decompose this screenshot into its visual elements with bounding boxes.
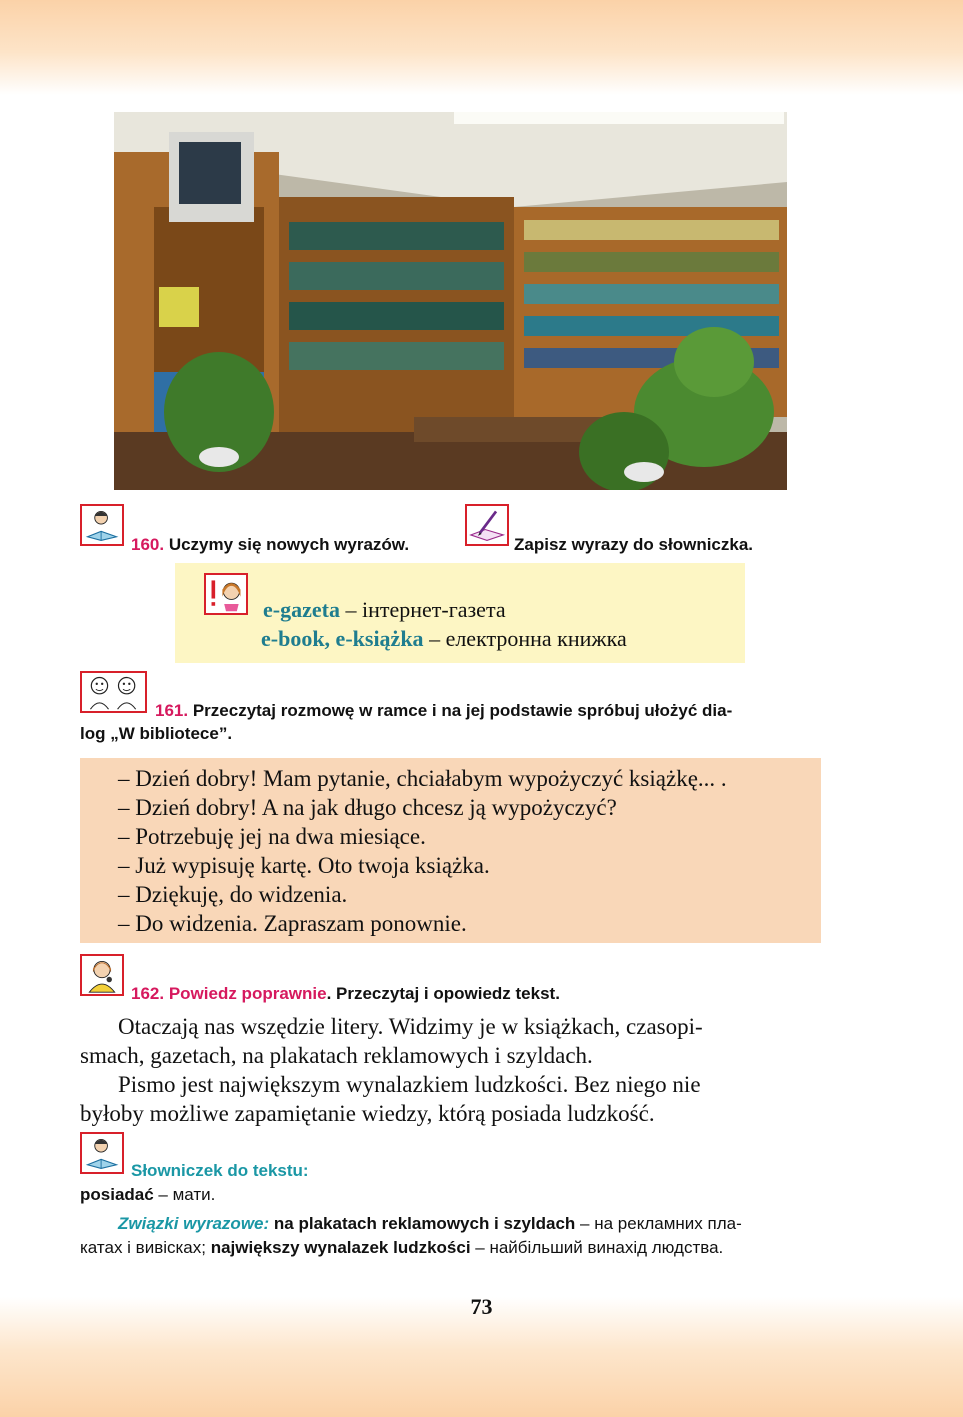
exclamation-girl-icon bbox=[204, 573, 248, 615]
glossary-entry bbox=[80, 1183, 215, 1207]
phrases-label: Związki wyrazowe: bbox=[118, 1214, 270, 1233]
task-161-number: 161. bbox=[155, 701, 189, 720]
task-162-heading: 162. Powiedz poprawnie. Przeczytaj i opowiedz tekst. bbox=[131, 984, 560, 1003]
phrases-line-1: Związki wyrazowe: na plakatach reklamowych i szyldach – на рекламних пла- bbox=[118, 1214, 742, 1233]
vocab-entry-1: e-gazeta – інтернет-газета bbox=[263, 597, 506, 622]
boy-reading-book-icon bbox=[80, 504, 124, 546]
dialog-line-2: – Dzień dobry! A na jak długo chcesz ją wypożyczyć? bbox=[118, 795, 617, 820]
task-160-number: 160. bbox=[131, 535, 165, 554]
phrase-2: największy wynalazek ludzkości bbox=[210, 1238, 471, 1257]
dialog-line-3: – Potrzebuję jej na dwa miesiące. bbox=[118, 824, 426, 849]
vocab-translation-1: інтернет-газета bbox=[361, 597, 506, 622]
vocab-entry-2: e-book, e-książka – електронна книжка bbox=[261, 626, 627, 651]
dialog-line-4: – Już wypisuję kartę. Oto twoja książka. bbox=[118, 853, 490, 878]
dialog-line-1: – Dzień dobry! Mam pytanie, chciałabym wypożyczyć książkę... . bbox=[118, 766, 727, 791]
task-161-line-2: log „W bibliotece”. bbox=[80, 724, 233, 743]
vocab-term-2: e-book, e-książka bbox=[261, 626, 424, 651]
task-162-highlight: Powiedz poprawnie bbox=[168, 984, 327, 1003]
page-number: 73 bbox=[470, 1294, 493, 1319]
child-with-microphone-icon bbox=[80, 954, 124, 996]
glossary-boy-reading-book-icon bbox=[80, 1132, 124, 1174]
task-162-number: 162. bbox=[131, 984, 165, 1003]
top-decorative-band bbox=[0, 0, 963, 95]
dialog-box bbox=[80, 758, 821, 943]
dialog-line-6: – Do widzenia. Zapraszam ponownie. bbox=[118, 911, 467, 936]
vocabulary-box bbox=[175, 563, 745, 663]
reading-paragraph-1: Otaczają nas wszędzie litery. Widzimy je w książkach, czasopi- smach, gazetach, na plakatach reklamowych i szyldach. bbox=[80, 1014, 703, 1068]
glossary-definition: – мати. bbox=[153, 1185, 216, 1204]
library-photo bbox=[114, 112, 787, 490]
pen-notebook-icon bbox=[465, 504, 509, 546]
phrases-line-2: катах і вивісках; największy wynalazek ludzkości – найбільший винахід людства. bbox=[80, 1238, 724, 1257]
two-children-talking-icon bbox=[80, 671, 147, 713]
task-161-line-1: 161. Przeczytaj rozmowę w ramce i na jej podstawie spróbuj ułożyć dia- bbox=[155, 701, 733, 720]
glossary-heading: Słowniczek do tekstu: bbox=[131, 1161, 309, 1180]
vocab-translation-2: електронна книжка bbox=[445, 626, 627, 651]
phrase-1: na plakatach reklamowych i szyldach bbox=[273, 1214, 576, 1233]
task-160-heading bbox=[131, 533, 409, 557]
dialog-line-5: – Dziękuję, do widzenia. bbox=[118, 882, 348, 907]
glossary-term: posiadać bbox=[80, 1185, 154, 1204]
vocab-term-1: e-gazeta bbox=[263, 597, 340, 622]
task-160-instruction: Zapisz wyrazy do słowniczka. bbox=[514, 535, 754, 554]
reading-paragraph-2: Pismo jest największym wynalazkiem ludzkości. Bez niego nie byłoby możliwe zapamiętanie wiedzy, którą posiada ludzkość. bbox=[80, 1072, 701, 1126]
task-160-text: Uczymy się nowych wyrazów. bbox=[168, 535, 410, 554]
